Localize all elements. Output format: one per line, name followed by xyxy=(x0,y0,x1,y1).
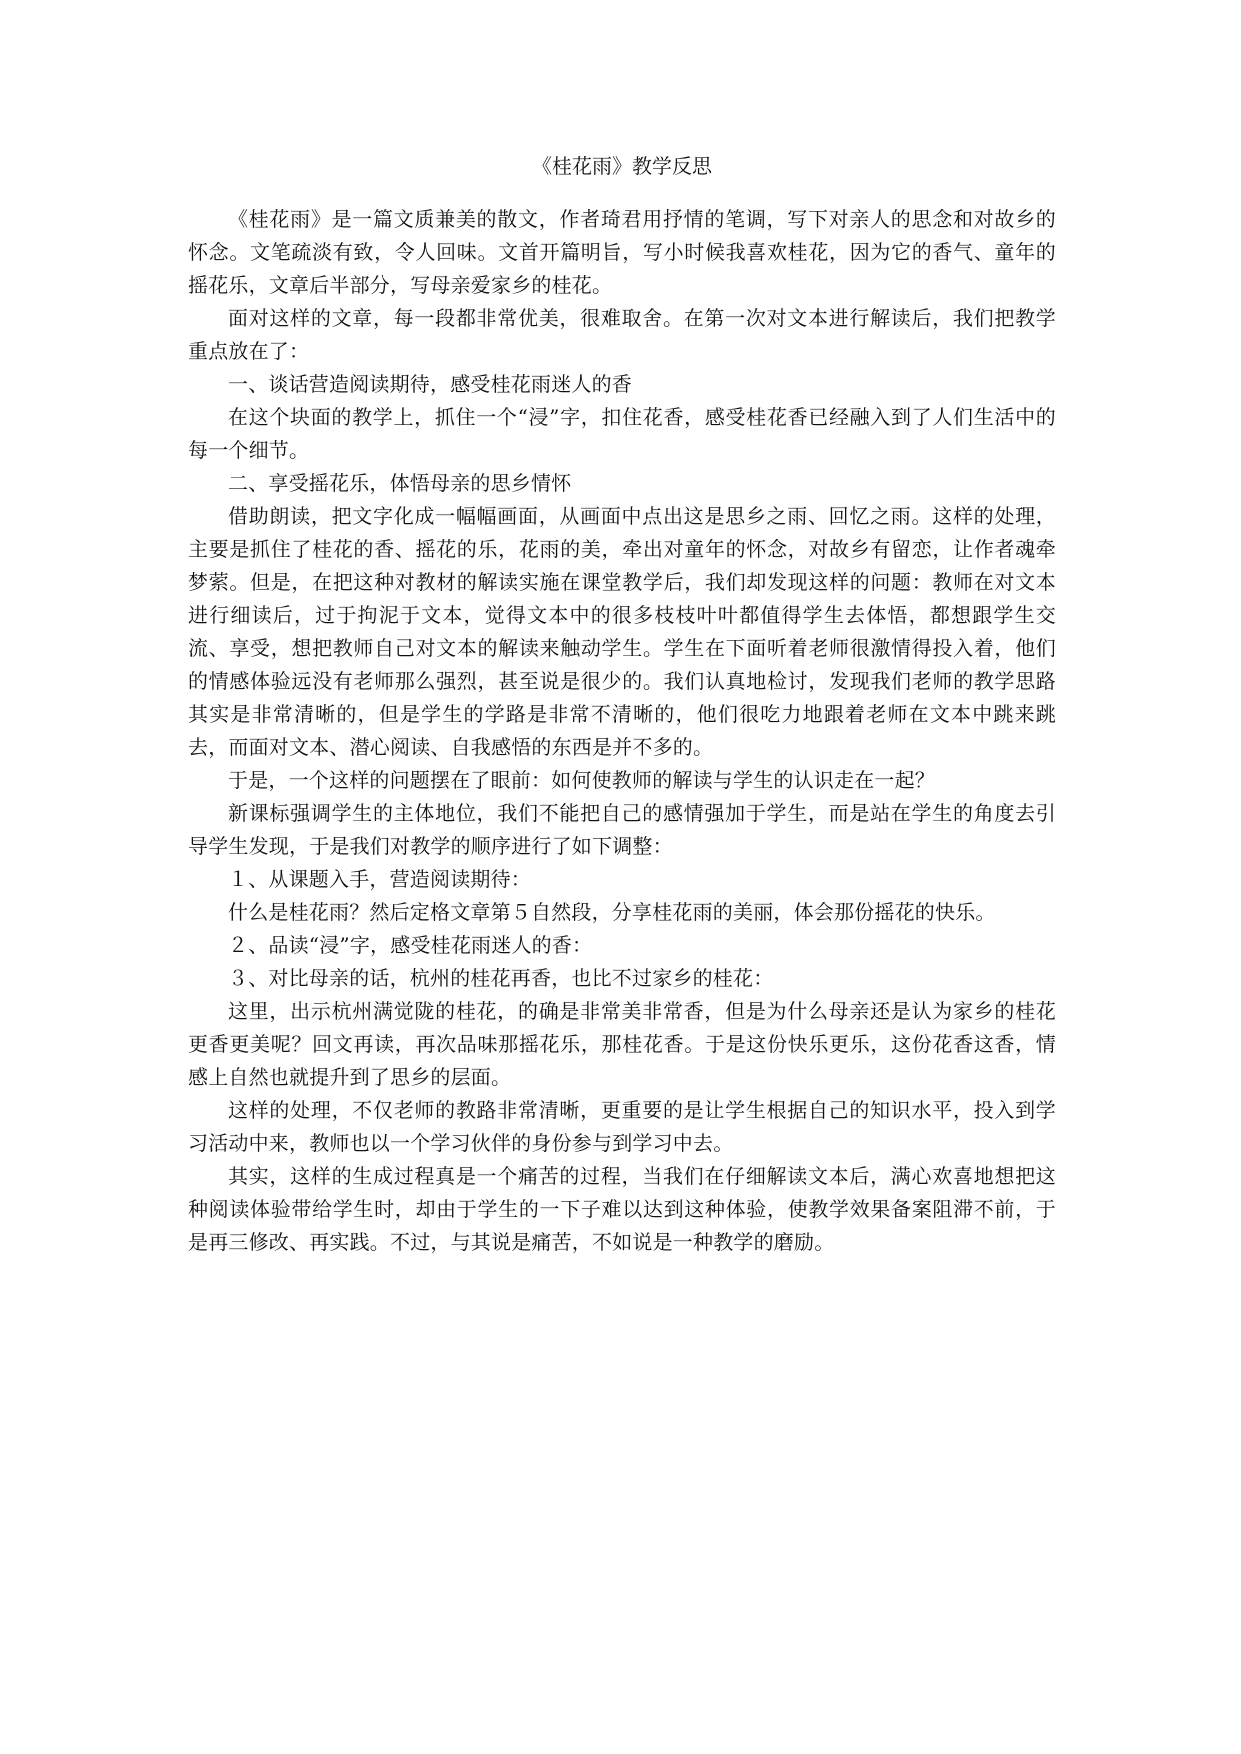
paragraph-question: 于是，一个这样的问题摆在了眼前：如何使教师的解读与学生的认识走在一起？ xyxy=(228,768,935,792)
paragraph-step-one: １、从课题入手，营造阅读期待： xyxy=(228,867,531,891)
paragraph-adjustment: 新课标强调学生的主体地位，我们不能把自己的感情强加于学生，而是站在学生的角度去引导学生发现，于是我们对教学的顺序进行了如下调整： xyxy=(188,801,1056,858)
document-body xyxy=(188,203,1056,1259)
document-title: 《桂花雨》教学反思 xyxy=(532,154,712,178)
paragraph-reflection: 借助朗读，把文字化成一幅幅画面，从画面中点出这是思乡之雨、回忆之雨。这样的处理，主要是抓住了桂花的香、摇花的乐，花雨的美，牵出对童年的怀念，对故乡有留恋，让作者魂牵梦萦。但是，在把这种对教材的解读实施在课堂教学后，我们却发现这样的问题：教师在对文本进行细读后，过于拘泥于文本，觉得文本中的很多枝枝叶叶都值得学生去体悟，都想跟学生交流、享受，想把教师自己对文本的解读来触动学生。学生在下面听着老师很激情得投入着，他们的情感体验远没有老师那么强烈，甚至说是很少的。我们认真地检讨，发现我们老师的教学思路其实是非常清晰的，但是学生的学路是非常不清晰的，他们很吃力地跟着老师在文本中跳来跳去，而面对文本、潜心阅读、自我感悟的东西是并不多的。 xyxy=(188,504,1056,759)
paragraph-result: 这样的处理，不仅老师的教路非常清晰，更重要的是让学生根据自己的知识水平，投入到学习活动中来，教师也以一个学习伙伴的身份参与到学习中去。 xyxy=(188,1098,1056,1155)
document-page xyxy=(188,150,1056,1259)
paragraph-fragrance: 在这个块面的教学上，抓住一个“浸”字，扣住花香，感受桂花香已经融入到了人们生活中的每一个细节。 xyxy=(188,405,1056,462)
paragraph-step-one-detail: 什么是桂花雨？然后定格文章第５自然段，分享桂花雨的美丽，体会那份摇花的快乐。 xyxy=(228,900,996,924)
paragraph-intro: 《桂花雨》是一篇文质兼美的散文，作者琦君用抒情的笔调，写下对亲人的思念和对故乡的怀念。文笔疏淡有致，令人回味。文首开篇明旨，写小时候我喜欢桂花，因为它的香气、童年的摇花乐，文章后半部分，写母亲爱家乡的桂花。 xyxy=(188,207,1056,297)
paragraph-step-three-detail: 这里，出示杭州满觉陇的桂花，的确是非常美非常香，但是为什么母亲还是认为家乡的桂花更香更美呢？回文再读，再次品味那摇花乐，那桂花香。于是这份快乐更乐，这份花香这香，情感上自然也就提升到了思乡的层面。 xyxy=(188,999,1056,1089)
paragraph-step-three: ３、对比母亲的话，杭州的桂花再香，也比不过家乡的桂花： xyxy=(228,966,774,990)
paragraph-step-two: ２、品读“浸”字，感受桂花雨迷人的香： xyxy=(228,933,593,957)
paragraph-heading-two: 二、享受摇花乐，体悟母亲的思乡情怀 xyxy=(228,471,572,495)
paragraph-teaching-focus: 面对这样的文章，每一段都非常优美，很难取舍。在第一次对文本进行解读后，我们把教学重点放在了： xyxy=(188,306,1056,363)
paragraph-conclusion: 其实，这样的生成过程真是一个痛苦的过程，当我们在仔细解读文本后，满心欢喜地想把这种阅读体验带给学生时，却由于学生的一下子难以达到这种体验，使教学效果备案阻滞不前，于是再三修改、再实践。不过，与其说是痛苦，不如说是一种教学的磨励。 xyxy=(188,1164,1056,1254)
paragraph-heading-one: 一、谈话营造阅读期待，感受桂花雨迷人的香 xyxy=(228,372,632,396)
